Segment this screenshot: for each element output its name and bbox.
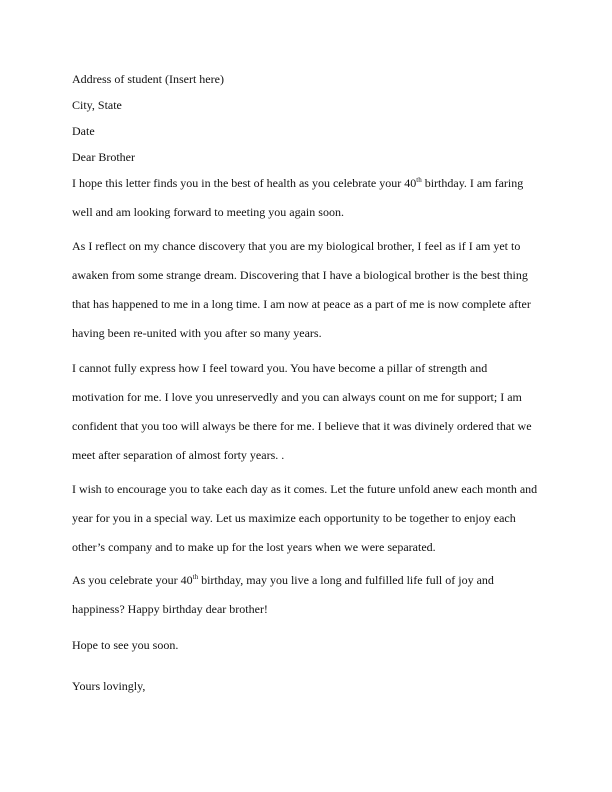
ordinal-suffix: th [192,573,199,581]
paragraph-5-text-b: birthday, may you live a long and fulfilled life full of joy and happiness? Happy birthday dear brother! [72,573,494,616]
letter-date: Date [72,124,95,138]
paragraph-4: I wish to encourage you to take each day as it comes. Let the future unfold anew each month and year for you in a special way. Let us maximize each opportunity to be together to enjoy each other’s company and to make up for the lost years when we were separated. [72,482,538,554]
ordinal-suffix: th [416,176,422,184]
paragraph-3: I cannot fully express how I feel toward you. You have become a pillar of strength and motivation for me. I love you unreservedly and you can always count on me for support; I am confident that you too will always be there for me. I believe that it was divinely ordered that we meet after separation of almost forty years. . [72,361,532,462]
closing-signoff: Yours lovingly, [72,679,146,693]
sender-address: Address of student (Insert here) [72,72,224,86]
paragraph-1 [72,169,542,227]
paragraph-1-text-b: birthday. I am faring well and am looking forward to meeting you again soon. [72,176,524,219]
salutation: Dear Brother [72,150,135,164]
city-state: City, State [72,98,122,112]
paragraph-2: As I reflect on my chance discovery that you are my biological brother, I feel as if I am yet to awaken from some strange dream. Discovering that I have a biological brother is the best thing that has happened to me in a long time. I am now at peace as a part of me is now complete after having been re-united with you after so many years. [72,239,531,340]
paragraph-5-text-a: As you celebrate your 40 [72,573,193,587]
paragraph-1-text-a: I hope this letter finds you in the best of health as you celebrate your 40 [72,176,417,190]
closing-hope: Hope to see you soon. [72,638,179,652]
paragraph-5 [72,566,542,624]
